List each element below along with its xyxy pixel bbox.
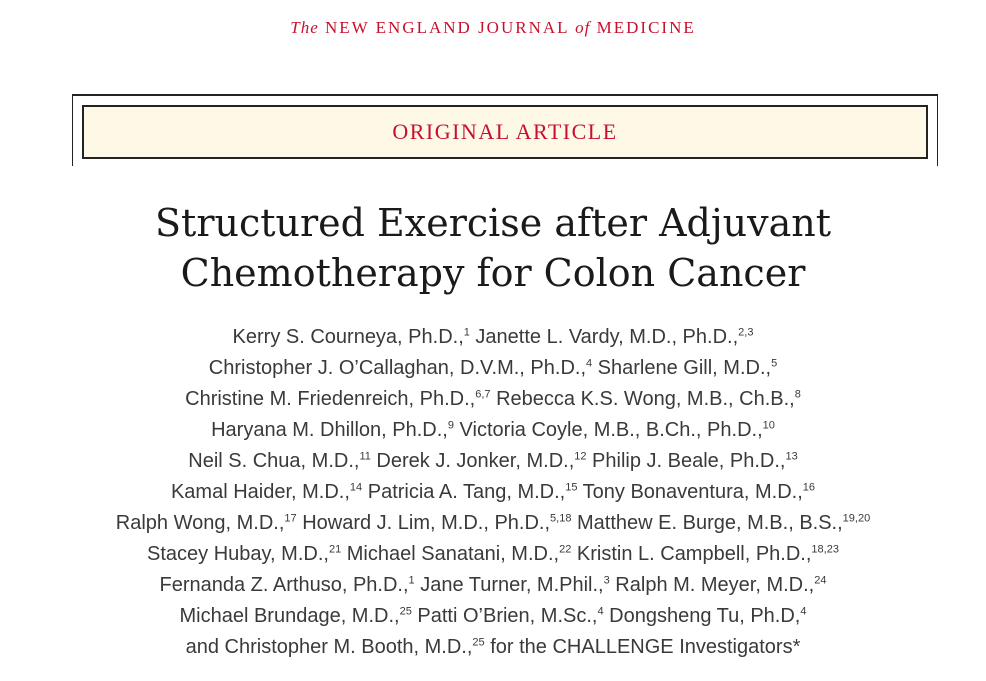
- article-type-box: [82, 105, 928, 159]
- author-name: and Christopher M. Booth, M.D.,: [185, 636, 473, 658]
- author-line: [0, 446, 986, 477]
- article-title-line-1: Structured Exercise after Adjuvant: [155, 201, 831, 245]
- article-type-label: ORIGINAL ARTICLE: [392, 119, 618, 144]
- affiliation-superscript: 25: [399, 605, 412, 618]
- author-line: [0, 601, 986, 632]
- author-name: Fernanda Z. Arthuso, Ph.D.,: [159, 574, 409, 596]
- author-list: [0, 322, 986, 663]
- author-line: [0, 322, 986, 353]
- affiliation-superscript: 6,7: [475, 388, 491, 401]
- affiliation-superscript: 4: [800, 605, 807, 618]
- author-name: Sharlene Gill, M.D.,: [592, 357, 772, 379]
- author-line: [0, 570, 986, 601]
- author-name: Ralph Wong, M.D.,: [115, 512, 285, 534]
- affiliation-superscript: 10: [762, 419, 775, 432]
- author-name: Patricia A. Tang, M.D.,: [362, 481, 566, 503]
- author-name: Janette L. Vardy, M.D., Ph.D.,: [469, 326, 739, 348]
- author-line: [0, 632, 986, 663]
- affiliation-superscript: 18,23: [811, 543, 839, 556]
- affiliation-superscript: 16: [802, 481, 816, 494]
- author-name: Christine M. Friedenreich, Ph.D.,: [185, 388, 476, 410]
- author-name: Christopher J. O’Callaghan, D.V.M., Ph.D.,: [208, 357, 586, 379]
- author-name: Derek J. Jonker, M.D.,: [370, 450, 575, 472]
- author-name: Haryana M. Dhillon, Ph.D.,: [211, 419, 448, 441]
- affiliation-superscript: 5: [771, 357, 778, 370]
- author-name: Jane Turner, M.Phil.,: [414, 574, 604, 596]
- affiliation-superscript: 17: [284, 512, 297, 525]
- author-line: [0, 384, 986, 415]
- author-line: [0, 415, 986, 446]
- affiliation-superscript: 2,3: [738, 326, 754, 339]
- affiliation-superscript: 11: [359, 450, 371, 463]
- affiliation-superscript: 24: [814, 574, 827, 587]
- affiliation-superscript: 1: [408, 574, 415, 587]
- affiliation-superscript: 21: [328, 543, 342, 556]
- author-name: Kerry S. Courneya, Ph.D.,: [232, 326, 464, 348]
- author-line: [0, 508, 986, 539]
- author-name: Michael Brundage, M.D.,: [179, 605, 400, 627]
- article-title: [0, 198, 986, 298]
- affiliation-superscript: 13: [785, 450, 798, 463]
- journal-of: of: [575, 18, 591, 37]
- author-name: Neil S. Chua, M.D.,: [188, 450, 360, 472]
- affiliation-superscript: 9: [447, 419, 454, 432]
- author-name: Victoria Coyle, M.B., B.Ch., Ph.D.,: [454, 419, 763, 441]
- affiliation-superscript: 15: [565, 481, 578, 494]
- author-name: Kamal Haider, M.D.,: [170, 481, 350, 503]
- author-name: Stacey Hubay, M.D.,: [147, 543, 329, 565]
- affiliation-superscript: 25: [472, 636, 485, 649]
- affiliation-superscript: 5,18: [550, 512, 572, 525]
- journal-the: The: [290, 18, 319, 37]
- affiliation-superscript: 12: [574, 450, 587, 463]
- journal-name-part1: NEW ENGLAND JOURNAL: [325, 18, 569, 37]
- author-name: Patti O’Brien, M.Sc.,: [411, 605, 598, 627]
- author-name: Ralph M. Meyer, M.D.,: [609, 574, 815, 596]
- author-name: Kristin L. Campbell, Ph.D.,: [571, 543, 812, 565]
- author-name: Dongsheng Tu, Ph.D,: [603, 605, 801, 627]
- journal-header: [0, 18, 986, 38]
- affiliation-superscript: 3: [603, 574, 610, 587]
- affiliation-superscript: 4: [586, 357, 593, 370]
- article-type-frame: [72, 94, 938, 166]
- author-name: Howard J. Lim, M.D., Ph.D.,: [296, 512, 551, 534]
- author-name: for the CHALLENGE Investigators*: [484, 636, 801, 658]
- affiliation-superscript: 14: [349, 481, 363, 494]
- author-line: [0, 477, 986, 508]
- author-name: Matthew E. Burge, M.B., B.S.,: [571, 512, 843, 534]
- author-name: Rebecca K.S. Wong, M.B., Ch.B.,: [490, 388, 795, 410]
- affiliation-superscript: 22: [559, 543, 572, 556]
- article-title-line-2: Chemotherapy for Colon Cancer: [180, 251, 806, 295]
- affiliation-superscript: 8: [794, 388, 801, 401]
- author-line: [0, 539, 986, 570]
- author-line: [0, 353, 986, 384]
- author-name: Michael Sanatani, M.D.,: [341, 543, 560, 565]
- affiliation-superscript: 1: [463, 326, 470, 339]
- journal-name-part2: MEDICINE: [596, 18, 696, 37]
- author-name: Tony Bonaventura, M.D.,: [577, 481, 803, 503]
- affiliation-superscript: 19,20: [842, 512, 871, 525]
- author-name: Philip J. Beale, Ph.D.,: [586, 450, 786, 472]
- affiliation-superscript: 4: [597, 605, 604, 618]
